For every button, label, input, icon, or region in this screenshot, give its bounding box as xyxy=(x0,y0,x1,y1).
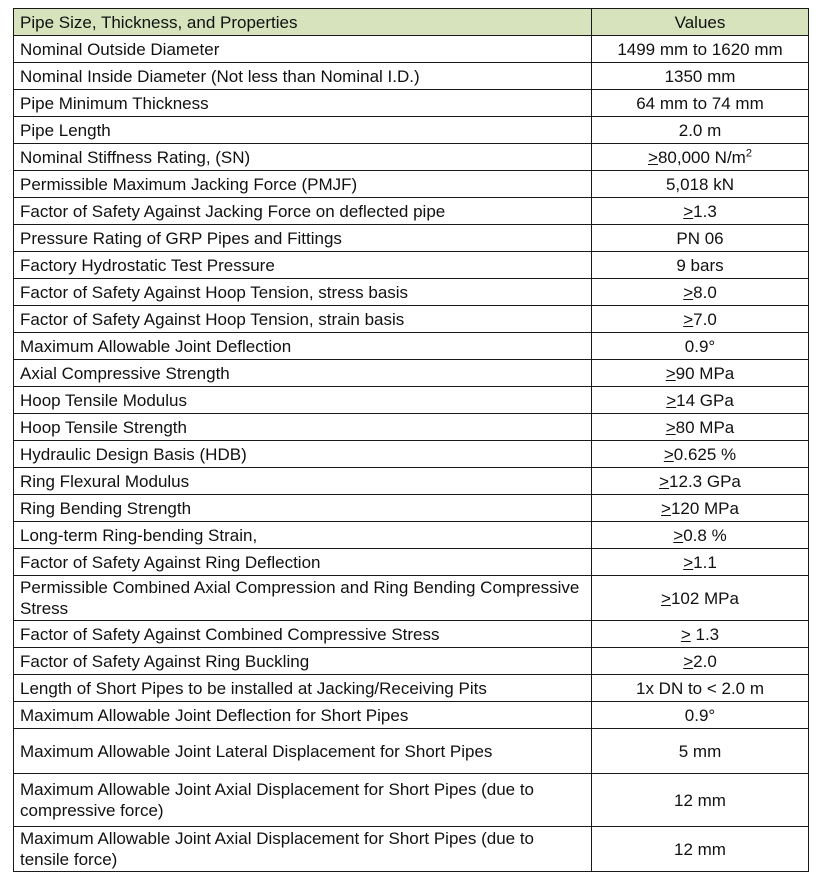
property-cell: Length of Short Pipes to be installed at Jacking/Receiving Pits xyxy=(14,675,592,702)
comparison-sign: > xyxy=(683,309,694,329)
property-cell: Long-term Ring-bending Strain, xyxy=(14,522,592,549)
table-row xyxy=(14,198,809,225)
value-cell xyxy=(592,333,809,360)
comparison-sign: > xyxy=(661,498,671,518)
value-cell xyxy=(592,702,809,729)
value-text: 80,000 N/m xyxy=(657,147,746,167)
header-row xyxy=(14,9,809,36)
value-text: 12 mm xyxy=(674,790,726,810)
value-cell xyxy=(592,144,809,171)
comparison-sign: > xyxy=(683,282,694,302)
value-cell xyxy=(592,36,809,63)
value-cell xyxy=(592,827,809,872)
table-row xyxy=(14,387,809,414)
value-cell xyxy=(592,576,809,621)
value-text: 0.8 % xyxy=(683,525,727,545)
value-text: PN 06 xyxy=(676,228,724,248)
property-cell: Factor of Safety Against Ring Buckling xyxy=(14,648,592,675)
property-cell: Hoop Tensile Modulus xyxy=(14,387,592,414)
value-cell xyxy=(592,387,809,414)
value-text: 1499 mm to 1620 mm xyxy=(617,39,783,59)
table-row xyxy=(14,360,809,387)
value-text: 12 mm xyxy=(674,839,726,859)
table-row xyxy=(14,648,809,675)
table-row xyxy=(14,225,809,252)
property-cell: Permissible Maximum Jacking Force (PMJF) xyxy=(14,171,592,198)
property-cell: Maximum Allowable Joint Axial Displacement for Short Pipes (due to compressive force) xyxy=(14,774,592,827)
comparison-sign: > xyxy=(683,552,694,572)
value-text: 1350 mm xyxy=(664,66,736,86)
value-cell xyxy=(592,522,809,549)
value-text: 1.1 xyxy=(693,552,717,572)
property-cell: Axial Compressive Strength xyxy=(14,360,592,387)
property-cell: Factory Hydrostatic Test Pressure xyxy=(14,252,592,279)
value-cell xyxy=(592,90,809,117)
table-row xyxy=(14,36,809,63)
comparison-sign: > xyxy=(663,444,674,464)
value-cell xyxy=(592,414,809,441)
comparison-sign: > xyxy=(648,147,658,167)
property-cell: Nominal Stiffness Rating, (SN) xyxy=(14,144,592,171)
property-cell: Factor of Safety Against Hoop Tension, strain basis xyxy=(14,306,592,333)
table-row xyxy=(14,549,809,576)
table-row xyxy=(14,90,809,117)
value-text: 0.625 % xyxy=(673,444,737,464)
table-row xyxy=(14,522,809,549)
property-cell: Factor of Safety Against Combined Compressive Stress xyxy=(14,621,592,648)
value-text: 8.0 xyxy=(693,282,717,302)
value-cell xyxy=(592,648,809,675)
value-cell xyxy=(592,441,809,468)
value-text: 9 bars xyxy=(676,255,724,275)
property-cell: Nominal Outside Diameter xyxy=(14,36,592,63)
property-cell: Ring Bending Strength xyxy=(14,495,592,522)
property-cell: Factor of Safety Against Jacking Force on deflected pipe xyxy=(14,198,592,225)
comparison-sign: > xyxy=(665,363,676,383)
value-text: 80 MPa xyxy=(675,417,735,437)
value-cell xyxy=(592,468,809,495)
value-cell xyxy=(592,675,809,702)
property-cell: Maximum Allowable Joint Deflection for Short Pipes xyxy=(14,702,592,729)
value-text: 90 MPa xyxy=(675,363,735,383)
table-row xyxy=(14,279,809,306)
property-cell: Hoop Tensile Strength xyxy=(14,414,592,441)
value-cell xyxy=(592,117,809,144)
value-cell xyxy=(592,198,809,225)
property-cell: Nominal Inside Diameter (Not less than Nominal I.D.) xyxy=(14,63,592,90)
value-text: 2.0 m xyxy=(678,120,722,140)
value-cell xyxy=(592,63,809,90)
table-row xyxy=(14,774,809,827)
value-cell xyxy=(592,729,809,774)
table-row xyxy=(14,702,809,729)
property-cell: Maximum Allowable Joint Deflection xyxy=(14,333,592,360)
value-text: 2.0 xyxy=(693,651,717,671)
value-text: 12.3 GPa xyxy=(669,471,741,491)
value-cell xyxy=(592,549,809,576)
value-text: 5 mm xyxy=(678,741,722,761)
table-row xyxy=(14,576,809,621)
table-row xyxy=(14,144,809,171)
comparison-sign: > xyxy=(666,390,677,410)
comparison-sign: > xyxy=(659,471,670,491)
property-cell: Pipe Minimum Thickness xyxy=(14,90,592,117)
value-text: 5,018 kN xyxy=(665,174,735,194)
value-text: 0.9° xyxy=(684,336,716,356)
property-cell: Factor of Safety Against Hoop Tension, stress basis xyxy=(14,279,592,306)
table-row xyxy=(14,441,809,468)
property-cell: Permissible Combined Axial Compression and Ring Bending Compressive Stress xyxy=(14,576,592,621)
comparison-sign: > xyxy=(683,651,694,671)
table-row xyxy=(14,729,809,774)
comparison-sign: > xyxy=(683,201,694,221)
value-cell xyxy=(592,360,809,387)
value-cell xyxy=(592,774,809,827)
value-text: 14 GPa xyxy=(676,390,734,410)
table-row xyxy=(14,827,809,872)
value-cell xyxy=(592,252,809,279)
table-row xyxy=(14,495,809,522)
table-row xyxy=(14,675,809,702)
value-cell xyxy=(592,225,809,252)
table-row xyxy=(14,333,809,360)
property-cell: Maximum Allowable Joint Lateral Displacement for Short Pipes xyxy=(14,729,592,774)
value-text: 7.0 xyxy=(693,309,717,329)
value-text: 0.9° xyxy=(684,705,716,725)
value-text: 1x DN to < 2.0 m xyxy=(635,678,765,698)
superscript: 2 xyxy=(745,146,752,159)
properties-table xyxy=(13,8,809,872)
table-row xyxy=(14,468,809,495)
value-text: 120 MPa xyxy=(670,498,739,518)
comparison-sign: > xyxy=(680,624,691,644)
property-cell: Ring Flexural Modulus xyxy=(14,468,592,495)
property-cell: Hydraulic Design Basis (HDB) xyxy=(14,441,592,468)
value-cell xyxy=(592,495,809,522)
property-cell: Pipe Length xyxy=(14,117,592,144)
comparison-sign: > xyxy=(673,525,684,545)
property-cell: Maximum Allowable Joint Axial Displacement for Short Pipes (due to tensile force) xyxy=(14,827,592,872)
table-row xyxy=(14,414,809,441)
table-body xyxy=(14,36,809,872)
table-row xyxy=(14,306,809,333)
table-row xyxy=(14,117,809,144)
table-row xyxy=(14,252,809,279)
value-cell xyxy=(592,306,809,333)
value-text: 102 MPa xyxy=(670,588,739,608)
value-cell xyxy=(592,621,809,648)
comparison-sign: > xyxy=(661,588,671,608)
table-row xyxy=(14,171,809,198)
table-row xyxy=(14,63,809,90)
value-text: 1.3 xyxy=(693,201,717,221)
property-cell: Factor of Safety Against Ring Deflection xyxy=(14,549,592,576)
value-text: 1.3 xyxy=(690,624,720,644)
property-cell: Pressure Rating of GRP Pipes and Fittings xyxy=(14,225,592,252)
value-cell xyxy=(592,279,809,306)
header-property: Pipe Size, Thickness, and Properties xyxy=(14,9,592,36)
value-text: 64 mm to 74 mm xyxy=(636,93,764,113)
header-value: Values xyxy=(592,9,809,36)
value-cell xyxy=(592,171,809,198)
comparison-sign: > xyxy=(665,417,676,437)
table-row xyxy=(14,621,809,648)
